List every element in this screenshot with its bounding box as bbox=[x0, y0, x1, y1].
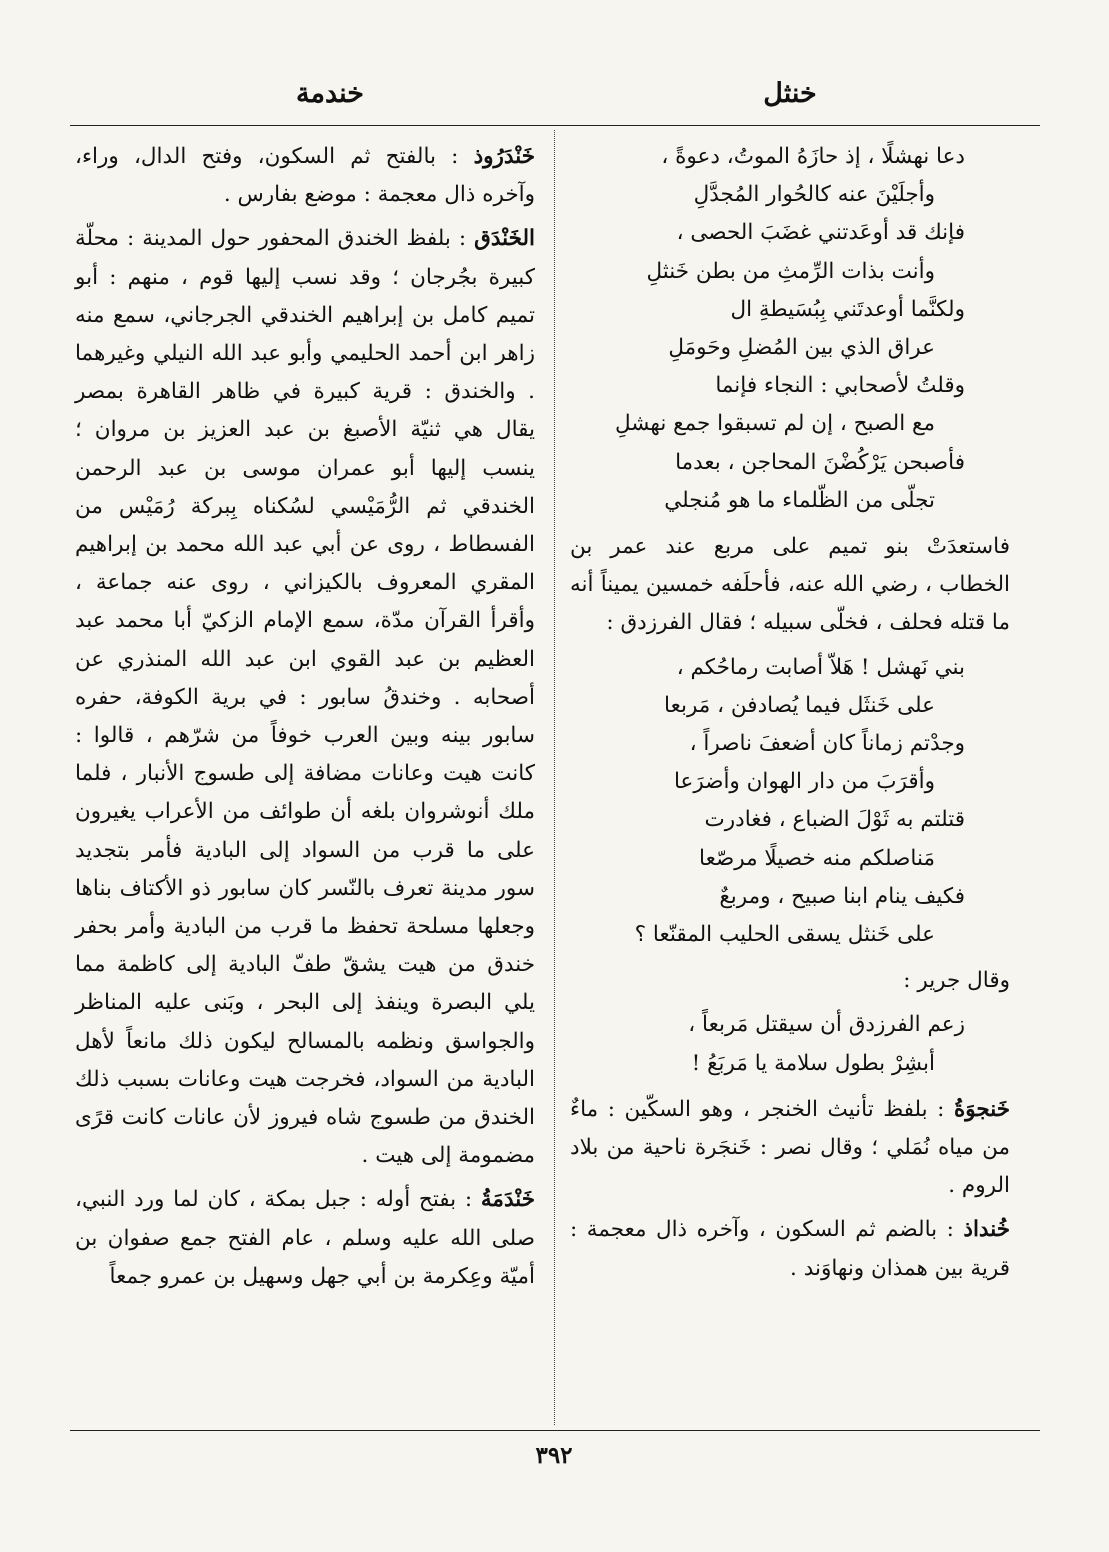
prose-paragraph: فاستعدَتْ بنو تميم على مربع عند عمر بن الخطاب ، رضي الله عنه، فأحلَفه خمسين يميناً أنه ما قتله فحلف ، فخلّى سبيله ؛ فقال الفرزدق : bbox=[570, 534, 1010, 636]
poem-verse-second: عراق الذي بين المُضلِ وحَومَلِ bbox=[668, 335, 935, 361]
poem-block bbox=[570, 649, 1010, 955]
dictionary-entry bbox=[75, 1181, 535, 1296]
poem-verse-second: على خَنثل يسقى الحليب المقنّعا ؟ bbox=[634, 922, 935, 948]
left-column bbox=[75, 138, 535, 1302]
poem-verse-second: مَناصلكم منه خصيلًا مرصّعا bbox=[699, 845, 935, 871]
entry-text: : بلفظ تأنيث الخنجر ، وهو السكّين : ماءٌ من مياه نُمَلي ؛ وقال نصر : خَنجَرة ناحية من بلاد الروم . bbox=[570, 1096, 1010, 1199]
entry-text: : بالضم ثم السكون ، وآخره ذال معجمة : قرية بين همذان ونهاوَند . bbox=[570, 1217, 1010, 1281]
poem-block bbox=[570, 1006, 1010, 1082]
poem-verse-second: تجلّى من الظّلماء ما هو مُنجلي bbox=[664, 487, 935, 513]
poem-verse-first: وجدْتم زماناً كان أضعفَ ناصراً ، bbox=[689, 731, 965, 757]
poem-verse-first: وقلتُ لأصحابي : النجاء فإنما bbox=[715, 373, 965, 399]
entry-text: : بالفتح ثم السكون، وفتح الدال، وراء، وآخره ذال معجمة : موضع بفارس . bbox=[75, 144, 535, 208]
poem-block bbox=[570, 138, 1010, 520]
footer-rule bbox=[70, 1430, 1040, 1431]
column-separator bbox=[554, 130, 555, 1425]
entry-headword: خَنْدَمَةُ bbox=[480, 1187, 536, 1213]
poem-verse-first: قتلتم به ثَوْلَ الضباع ، فغادرت bbox=[704, 807, 965, 833]
dictionary-entry bbox=[570, 1091, 1010, 1206]
entry-text: : بفتح أوله : جبل بمكة ، كان لما ورد النبي، صلى الله عليه وسلم ، عام الفتح جمع صفوان بن أميّة وعِكرمة بن أبي جهل وسهيل بن عمرو جمعاً bbox=[75, 1187, 535, 1289]
poem-verse-second: وأجلَيْنَ عنه كالحُوار المُجدَّلِ bbox=[693, 182, 935, 208]
page-number: ٣٩٢ bbox=[535, 1442, 573, 1469]
prose-paragraph: وقال جرير : bbox=[903, 968, 1010, 994]
poem-verse-first: بني نَهشل ! هَلاّ أصابت رماحُكم ، bbox=[676, 654, 965, 680]
dictionary-entry bbox=[75, 220, 535, 1175]
right-column bbox=[570, 138, 1010, 1294]
poem-verse-first: دعا نهشلًا ، إذ حازَهُ الموتُ، دعوةً ، bbox=[661, 144, 965, 169]
entry-headword: الخَنْدَق bbox=[474, 226, 535, 252]
header-rule bbox=[70, 125, 1040, 126]
poem-verse-first: فإنك قد أوعَدتني غضَبَ الحصى ، bbox=[676, 220, 965, 246]
poem-verse-first: ولكنَّما أوعدتَني بِبُسَيطةِ ال bbox=[730, 296, 965, 322]
poem-verse-first: فكيف ينام ابنا صبيح ، ومربعٌ bbox=[719, 883, 965, 909]
poem-verse-second: وأقرَبَ من دار الهوان وأضرَعا bbox=[673, 769, 935, 795]
poem-verse-second: أبشِرْ بطول سلامة يا مَربَعُ ! bbox=[691, 1050, 935, 1076]
entry-text: : بلفظ الخندق المحفور حول المدينة : محلّة كبيرة بجُرجان ؛ وقد نسب إليها قوم ، منهم : أبو تميم كامل بن إبراهيم الخندقي الجرجاني، سمع منه زاهر ابن أحمد الحليمي وأبو عبد الله النيلي وغيرهما . والخندق : قرية كبيرة في ظاهر القاهرة بمصر يقال هي ثنيّة الأصبغ بن عبد العزيز بن مروان ؛ ينسب إليها أبو عمران موسى بن عبد الرحمن الخندقي ثم الرُّمَيْسي لسُكناه بِبركة رُمَيْس من الفسطاط ، روى عن أبي عبد الله محمد بن إبراهيم المقري المعروف بالكيزاني ، روى عنه جماعة ، وأقرأ القرآن مدّة، سمع الإمام الزكيّ أبا محمد عبد العظيم بن عبد القوي ابن عبد الله المنذري عن أصحابه . وخندقُ سابور : في برية الكوفة، حفره سابور بينه وبين العرب خوفاً من شرّهم ، قالوا : كانت هيت وعانات مضافة إلى طسوج الأنبار ، فلما ملك أنوشروان بلغه أن طوائف من الأعراب يغيرون على ما قرب من السواد إلى البادية فأمر بتجديد سور مدينة تعرف بالنّسر كان سابور ذو الأكتاف بناها وجعلها مسلحة تحفظ ما قرب من البادية وأمر بحفر خندق من هيت يشقّ طفّ البادية إلى كاظمة مما يلي البصرة وينفذ إلى البحر ، وبَنى عليه المناظر والجواسق ونظمه بالمسالح ليكون ذلك مانعاً لأهل البادية من السواد، فخرجت هيت وعانات بسبب ذلك الخندق من طسوج شاه فيروز لأن عانات كانت قرًى مضمومة إلى هيت . bbox=[75, 226, 535, 1169]
poem-verse-second: وأنت بذات الرِّمثِ من بطن خَنثلِ bbox=[646, 258, 935, 284]
entry-headword: خَنجوَةُ bbox=[953, 1096, 1011, 1122]
dictionary-entry bbox=[75, 138, 535, 214]
running-header-left: خندمة bbox=[296, 78, 364, 109]
poem-verse-second: مع الصبح ، إن لم تسبقوا جمع نهشلِ bbox=[614, 411, 935, 437]
poem-verse-first: زعم الفرزدق أن سيقتل مَربعاً ، bbox=[688, 1012, 965, 1038]
entry-headword: خَنْدَرُوذ bbox=[473, 144, 535, 169]
running-header-right: خنثل bbox=[763, 78, 817, 109]
poem-verse-first: فأصبحن يَرْكُضْنَ المحاجن ، بعدما bbox=[675, 449, 965, 475]
dictionary-entry bbox=[570, 1211, 1010, 1287]
entry-headword: خُنداذ bbox=[963, 1217, 1010, 1243]
poem-verse-second: على خَنثَل فيما يُصادفن ، مَربعا bbox=[664, 692, 935, 718]
